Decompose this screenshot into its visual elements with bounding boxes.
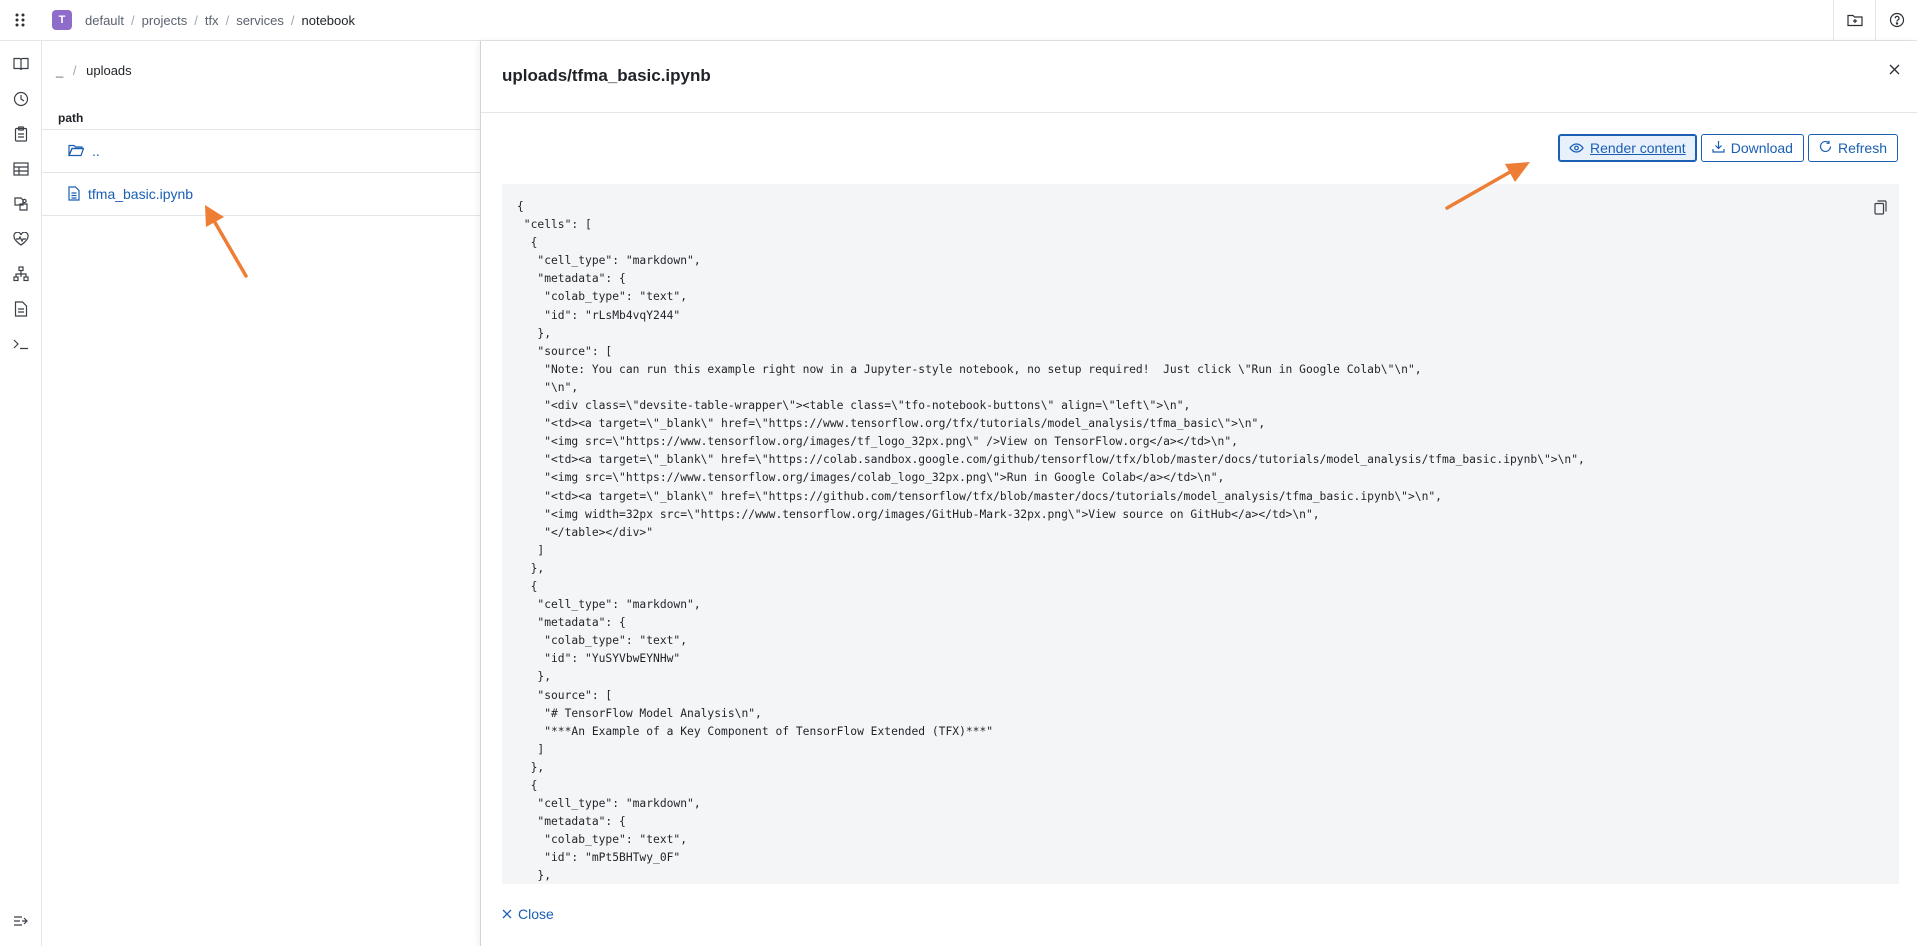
list-item-label: tfma_basic.ipynb xyxy=(88,185,194,202)
file-browser xyxy=(42,41,480,946)
document-icon[interactable] xyxy=(0,291,42,326)
breadcrumb-separator: / xyxy=(72,63,77,78)
history-icon[interactable] xyxy=(0,81,42,116)
close-button[interactable] xyxy=(502,906,554,922)
health-icon[interactable] xyxy=(0,221,42,256)
breadcrumb xyxy=(85,13,355,28)
avatar[interactable]: T xyxy=(52,10,72,30)
refresh-icon xyxy=(1819,140,1832,156)
path-breadcrumb xyxy=(56,63,132,78)
breadcrumb-separator: / xyxy=(290,12,295,28)
refresh-label: Refresh xyxy=(1837,140,1887,156)
render-content-label: Render content xyxy=(1589,140,1686,156)
list-divider xyxy=(42,215,480,216)
list-item-label: .. xyxy=(92,142,100,159)
side-rail xyxy=(0,41,42,946)
action-toolbar xyxy=(1558,134,1898,162)
hierarchy-icon[interactable] xyxy=(0,256,42,291)
list-item-parent-folder[interactable] xyxy=(42,129,480,171)
file-content-text: { "cells": [ { "cell_type": "markdown", "metadata": { "colab_type": "text", "id": "rLsMb4vqY244" }, "source": [ "Note: You can run this example right now in a Jupyter-style notebook, no setup required! Just click \"Run in Google Colab\"\n", "\n", "<div class=\"devsite-table-wrapper\"><table class=\"tfo-notebook-buttons\" align=\"left\">\n", "<td><a target=\"_blank\" href=\"https://www.tensorflow.org/tfx/tutorials/model_analysis/tfma_basic\">\n", "<img src=\"https://www.tensorflow.org/images/tf_logo_32px.png\" />View on TensorFlow.org</a></td>\n", "<td><a target=\"_blank\" href=\"https://colab.sandbox.google.com/github/tensorflow/tfx/blob/master/docs/tutorials/model_analysis/tfma_basic.ipynb\">\n", "<img src=\"https://www.tensorflow.org/images/colab_logo_32px.png\">Run in Google Colab</a></td>\n", "<td><a target=\"_blank\" href=\"https://github.com/tensorflow/tfx/blob/master/docs/tutorials/model_analysis/tfma_basic.ipynb\">\n", "<img width=32px src=\"https://www.tensorflow.org/images/GitHub-Mark-32px.png\">View source on GitHub</a></td>\n", "</table></div>" ] }, { "cell_type": "markdown", "metadata": { "colab_type": "text", "id": "YuSYVbwEYNHw" }, "source": [ "# TensorFlow Model Analysis\n", "***An Example of a Key Component of TensorFlow Extended (TFX)***" ] }, { "cell_type": "markdown", "metadata": { "colab_type": "text", "id": "mPt5BHTwy_0F" }, xyxy=(517,200,1585,883)
expand-rail-icon[interactable] xyxy=(0,906,42,936)
help-icon[interactable] xyxy=(1875,0,1917,40)
file-content-viewer[interactable] xyxy=(502,184,1899,884)
breadcrumb-item-projects[interactable]: projects xyxy=(141,12,188,28)
table-icon[interactable] xyxy=(0,151,42,186)
breadcrumb-separator: / xyxy=(194,12,198,28)
close-label: Close xyxy=(518,906,554,922)
clipboard-icon[interactable] xyxy=(0,116,42,151)
files-icon[interactable] xyxy=(0,186,42,221)
column-header-path[interactable]: path xyxy=(58,111,84,125)
terminal-icon[interactable] xyxy=(0,326,42,361)
breadcrumb-item-default[interactable]: default xyxy=(85,12,125,28)
path-current-folder: uploads xyxy=(86,63,132,78)
download-icon xyxy=(1712,140,1725,156)
book-icon[interactable] xyxy=(0,46,42,81)
breadcrumb-separator: / xyxy=(131,12,135,28)
app-switcher-icon[interactable] xyxy=(0,0,40,40)
download-button[interactable] xyxy=(1701,134,1804,162)
file-icon xyxy=(68,186,80,201)
folder-icon xyxy=(68,144,84,157)
breadcrumb-item-services[interactable]: services xyxy=(236,12,284,28)
close-icon xyxy=(502,906,512,922)
eye-icon xyxy=(1569,140,1584,156)
refresh-button[interactable] xyxy=(1808,134,1898,162)
render-content-button[interactable] xyxy=(1558,134,1697,162)
file-preview-drawer xyxy=(480,41,1917,946)
drawer-header xyxy=(481,41,1917,113)
breadcrumb-item-notebook: notebook xyxy=(301,12,355,28)
list-item-file[interactable] xyxy=(42,172,480,214)
copy-icon[interactable] xyxy=(1874,200,1887,220)
download-label: Download xyxy=(1730,140,1793,156)
drawer-footer xyxy=(481,884,1917,946)
breadcrumb-separator: / xyxy=(225,12,230,28)
drawer-title: uploads/tfma_basic.ipynb xyxy=(502,66,711,85)
breadcrumb-item-tfx[interactable]: tfx xyxy=(204,12,219,28)
close-icon[interactable] xyxy=(1884,59,1904,79)
top-bar xyxy=(0,0,1917,41)
path-root[interactable]: _ xyxy=(56,63,64,78)
new-folder-icon[interactable] xyxy=(1833,0,1875,40)
